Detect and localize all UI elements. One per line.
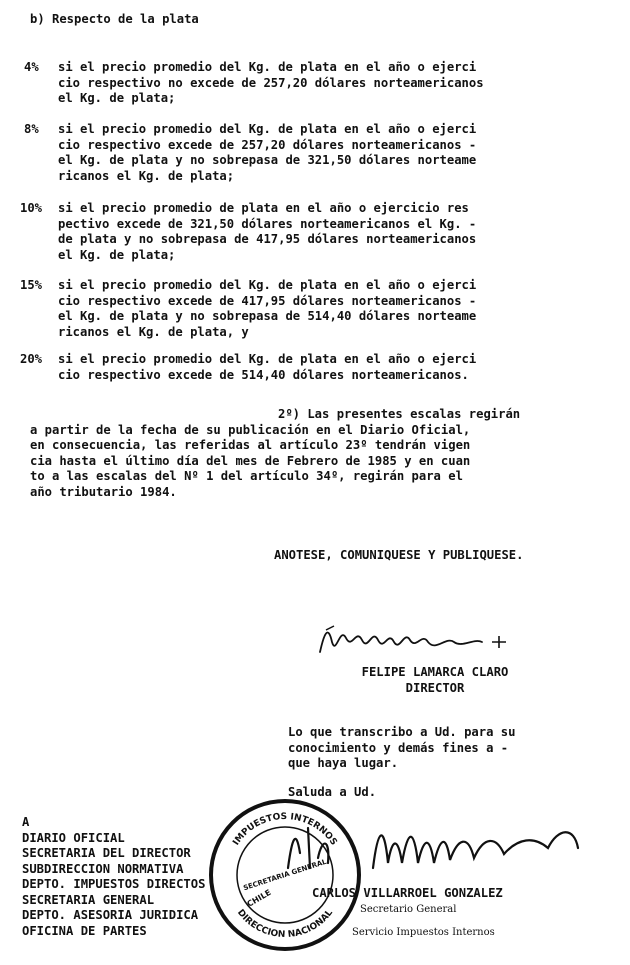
transcription-line: que haya lugar. [288, 756, 399, 770]
item-text-line: cio respectivo excede de 257,20 dólares norteamericanos - [58, 137, 477, 152]
paragraph-first-line: 2º) Las presentes escalas regirán [278, 407, 521, 421]
secretary-signature [278, 808, 598, 888]
item-text-line: si el precio promedio del Kg. de plata en el año o ejerci [58, 60, 477, 74]
item-text-line: el Kg. de plata; [58, 91, 176, 105]
distribution-list [22, 815, 205, 939]
percentage-label: 20% [20, 352, 43, 366]
item-text-line: si el precio promedio del Kg. de plata en el año o ejerci [58, 352, 477, 366]
percentage-label: 10% [20, 201, 43, 215]
item-text-line: de plata y no sobrepasa de 417,95 dólares norteamericanos [58, 232, 477, 246]
item-text-line: pectivo excede de 321,50 dólares norteamericanos el Kg. - [58, 216, 477, 231]
item-text-line: ricanos el Kg. de plata; [58, 168, 235, 183]
item-text-line: ricanos el Kg. de plata, y [58, 324, 249, 339]
salutation: Saluda a Ud. [288, 785, 377, 799]
list-item [0, 60, 630, 110]
item-text-line: el Kg. de plata y no sobrepasa de 514,40 dólares norteame [58, 309, 477, 323]
signatory-block [300, 665, 570, 696]
second-signatory-title: Secretario General [360, 903, 457, 915]
item-text-line: si el precio promedio de plata en el año o ejercicio res [58, 201, 469, 215]
transcription-line: conocimiento y demás fines a - [288, 740, 509, 755]
distribution-item: DEPTO. ASESORIA JURIDICA [22, 908, 199, 922]
stamp-middle-text: SECRETARIA GENERAL [242, 857, 328, 893]
percentage-label: 15% [20, 278, 43, 292]
paragraph-line: año tributario 1984. [30, 484, 177, 499]
transcription-line: Lo que transcribo a Ud. para su [288, 725, 516, 739]
item-text-line: si el precio promedio del Kg. de plata en el año o ejerci [58, 122, 477, 136]
item-text-line: el Kg. de plata; [58, 247, 176, 262]
item-text-line: cio respectivo excede de 417,95 dólares norteamericanos - [58, 293, 477, 308]
paragraph-line: a partir de la fecha de su publicación en el Diario Oficial, [30, 422, 471, 437]
director-signature [306, 612, 546, 662]
item-text-line: el Kg. de plata y no sobrepasa de 321,50 dólares norteame [58, 153, 477, 167]
second-signatory-block [312, 886, 612, 941]
paragraph-line: cia hasta el último día del mes de Febrero de 1985 y en cuan [30, 453, 471, 468]
distribution-item: SUBDIRECCION NORMATIVA [22, 861, 184, 876]
distribution-item: DIARIO OFICIAL [22, 830, 125, 845]
distribution-item: DEPTO. IMPUESTOS DIRECTOS [22, 877, 206, 891]
transcription-note [288, 725, 608, 772]
paragraph-line: to a las escalas del Nº 1 del artículo 34º, regirán para el [30, 469, 463, 483]
item-text-line: si el precio promedio del Kg. de plata en el año o ejerci [58, 278, 477, 292]
paragraph-validity [30, 407, 610, 500]
distribution-item: SECRETARIA GENERAL [22, 892, 155, 907]
stamp-left-text: CHILE [245, 887, 273, 909]
second-signatory-name: CARLOS VILLARROEL GONZALEZ [312, 886, 503, 900]
list-item [0, 278, 630, 342]
distribution-item: OFICINA DE PARTES [22, 923, 147, 938]
paragraph-line: en consecuencia, las referidas al artículo 23º tendrán vigen [30, 438, 471, 452]
item-text-line: cio respectivo no excede de 257,20 dólares norteamericanos [58, 75, 484, 90]
stamp-bottom-text: DIRECCION NACIONAL [235, 907, 335, 941]
signatory-name: FELIPE LAMARCA CLARO [361, 665, 509, 679]
distribution-item: A [22, 815, 30, 829]
percentage-label: 8% [24, 122, 39, 136]
list-item [0, 352, 630, 386]
percentage-label: 4% [24, 60, 39, 74]
signatory-title: DIRECTOR [405, 680, 465, 695]
list-item [0, 122, 630, 186]
distribution-item: SECRETARIA DEL DIRECTOR [22, 846, 191, 860]
list-item [0, 201, 630, 265]
second-signatory-org: Servicio Impuestos Internos [352, 927, 495, 938]
closing-formula: ANOTESE, COMUNIQUESE Y PUBLIQUESE. [274, 548, 524, 562]
item-text-line: cio respectivo excede de 514,40 dólares norteamericanos. [58, 367, 469, 382]
section-heading: b) Respecto de la plata [30, 12, 199, 26]
stamp-top-text: IMPUESTOS INTERNOS [231, 811, 339, 848]
